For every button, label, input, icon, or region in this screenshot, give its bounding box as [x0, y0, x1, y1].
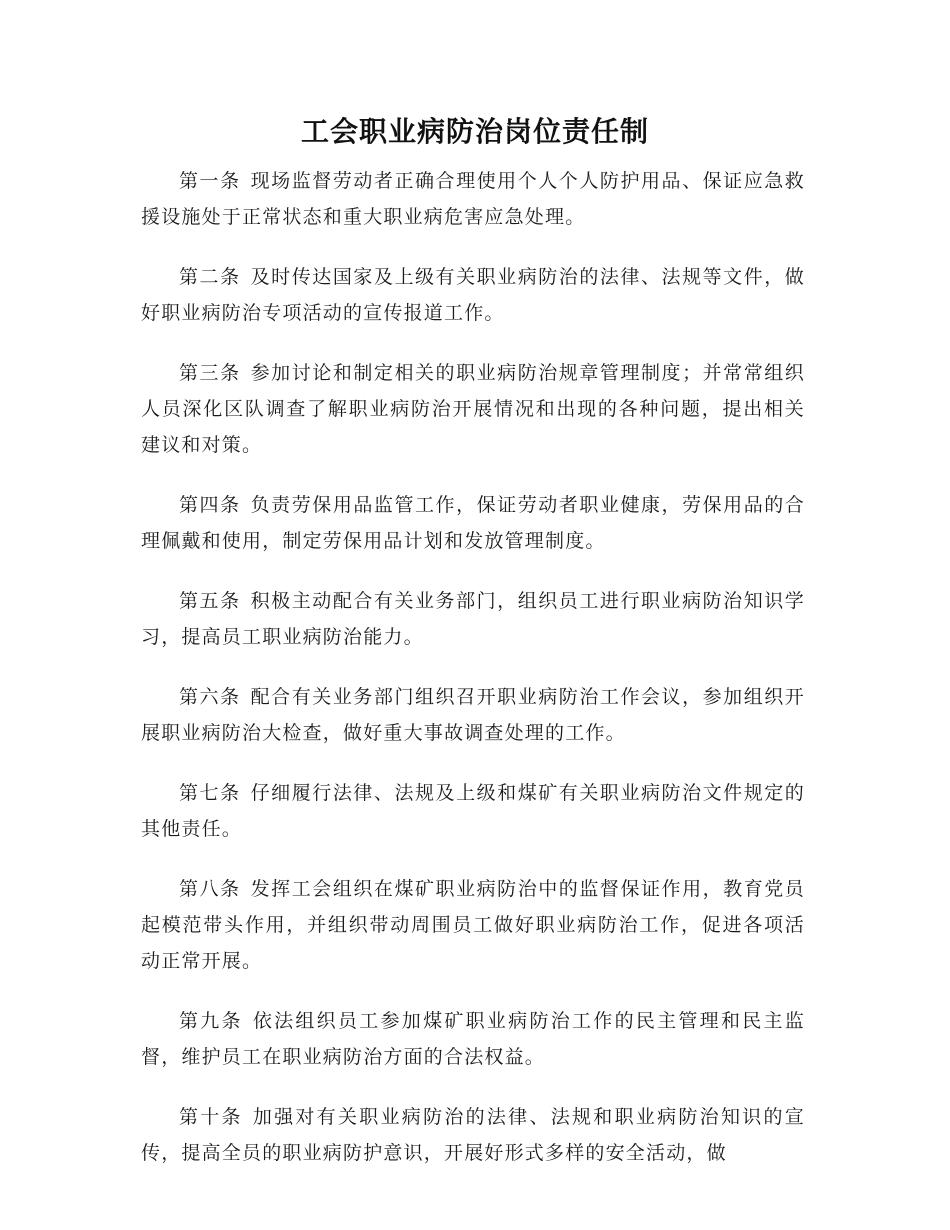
article-text: 现场监督劳动者正确合理使用个人个人防护用品、保证应急救援设施处于正常状态和重大职业病危害应急处理。 [141, 170, 805, 228]
article-number: 第二条 [179, 266, 241, 288]
article-text: 加强对有关职业病防治的法律、法规和职业病防治知识的宣传，提高全员的职业病防护意识，开展好形式多样的安全活动，做 [141, 1106, 805, 1164]
article-text: 负责劳保用品监管工作，保证劳动者职业健康，劳保用品的合理佩戴和使用，制定劳保用品计划和发放管理制度。 [141, 494, 805, 552]
article-3 [141, 355, 805, 463]
article-text: 积极主动配合有关业务部门，组织员工进行职业病防治知识学习，提高员工职业病防治能力。 [141, 590, 805, 648]
article-6 [141, 679, 805, 751]
article-1 [141, 163, 805, 235]
article-number: 第一条 [179, 170, 241, 192]
document-body [141, 163, 805, 1195]
article-number: 第五条 [179, 590, 241, 612]
article-number: 第三条 [179, 362, 241, 384]
article-text: 参加讨论和制定相关的职业病防治规章管理制度；并常常组织人员深化区队调查了解职业病防治开展情况和出现的各种问题，提出相关建议和对策。 [141, 362, 805, 456]
document-title: 工会职业病防治岗位责任制 [300, 115, 649, 148]
article-text: 及时传达国家及上级有关职业病防治的法律、法规等文件，做好职业病防治专项活动的宣传报道工作。 [141, 266, 805, 324]
article-number: 第七条 [179, 782, 241, 804]
article-5 [141, 583, 805, 655]
article-number: 第四条 [179, 494, 241, 516]
article-7 [141, 775, 805, 847]
article-10 [141, 1099, 805, 1171]
article-4 [141, 487, 805, 559]
article-number: 第八条 [179, 878, 241, 900]
article-2 [141, 259, 805, 331]
article-9 [141, 1003, 805, 1075]
article-number: 第六条 [179, 686, 241, 708]
article-number: 第九条 [179, 1010, 243, 1032]
article-8 [141, 871, 805, 979]
article-number: 第十条 [179, 1106, 243, 1128]
article-text: 仔细履行法律、法规及上级和煤矿有关职业病防治文件规定的其他责任。 [141, 782, 805, 840]
article-text: 发挥工会组织在煤矿职业病防治中的监督保证作用，教育党员起模范带头作用，并组织带动周围员工做好职业病防治工作，促进各项活动正常开展。 [141, 878, 805, 972]
article-text: 配合有关业务部门组织召开职业病防治工作会议，参加组织开展职业病防治大检查，做好重大事故调查处理的工作。 [141, 686, 805, 744]
article-text: 依法组织员工参加煤矿职业病防治工作的民主管理和民主监督，维护员工在职业病防治方面的合法权益。 [141, 1010, 805, 1068]
